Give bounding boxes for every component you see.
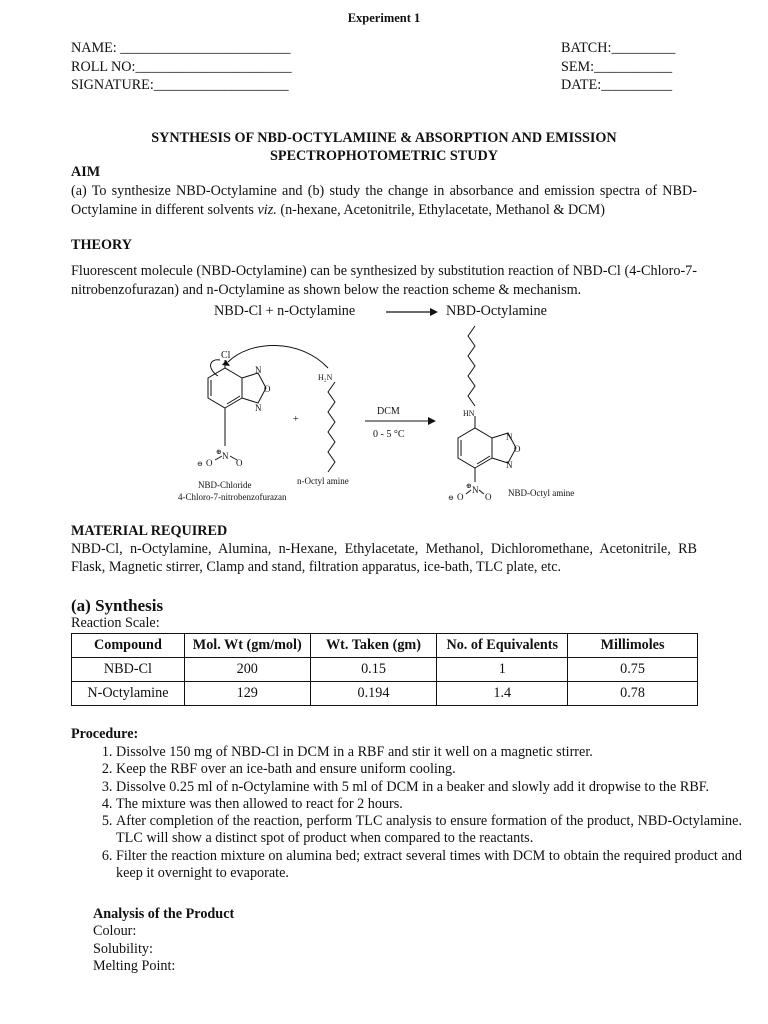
reaction-scale-label: Reaction Scale: [71, 615, 160, 631]
reaction-product: NBD-Octylamine [446, 303, 547, 319]
cell-wt-taken: 0.15 [310, 658, 437, 682]
theory-text: Fluorescent molecule (NBD-Octylamine) can be synthesized by substitution reaction of NBD-Cl (4-Chloro-7-nitrobenzofurazan) and n-Octylamine as shown below the reaction scheme & mechanism. [71, 263, 697, 298]
header-mol-wt: Mol. Wt (gm/mol) [184, 634, 310, 658]
scheme-nitro-n: N [222, 451, 229, 461]
cell-equivalents: 1 [437, 658, 568, 682]
sem-field: SEM:___________ [561, 59, 673, 75]
cell-compound: N-Octylamine [72, 682, 185, 706]
aim-text-part2: (n-hexane, Acetonitrile, Ethylacetate, Methanol & DCM) [276, 202, 605, 218]
chloride-leaving-arrow [211, 360, 220, 376]
scheme-plus-charge: ⊕ [216, 448, 222, 456]
name-field: NAME: ________________________ [71, 40, 291, 56]
header-compound: Compound [72, 634, 185, 658]
scheme-h2n: H₂N [318, 373, 333, 382]
scheme-product-nitro-o-right: O [485, 492, 492, 502]
scheme-nitro-o-left: O [206, 458, 213, 468]
scheme-plus: + [293, 414, 299, 425]
octylamine-chain [328, 382, 335, 472]
procedure-step: 6. Filter the reaction mixture on alumina bed; extract several times with DCM to obtain the required product and keep it overnight to evaporate. [116, 848, 742, 883]
cell-equivalents: 1.4 [437, 682, 568, 706]
reactant-benzene-ring [208, 368, 242, 408]
scheme-product-plus-charge: ⊕ [466, 482, 472, 490]
analysis-heading: Analysis of the Product [93, 906, 235, 922]
label-nbd-chloride-full: 4-Chloro-7-nitrobenzofurazan [178, 492, 287, 502]
scheme-minus-charge: ⊖ [197, 460, 203, 468]
aim-text-part1: (a) To synthesize NBD-Octylamine and (b) study the change in absorbance and emission spectra of NBD-Octylamine in different solvents [71, 183, 697, 218]
cell-millimoles: 0.78 [568, 682, 698, 706]
cell-compound: NBD-Cl [72, 658, 185, 682]
materials-heading: MATERIAL REQUIRED [71, 523, 228, 539]
scheme-product-n-top: N [506, 432, 513, 442]
aim-text-italic: viz. [257, 202, 277, 218]
experiment-title: Experiment 1 [347, 11, 421, 25]
cell-millimoles: 0.75 [568, 658, 698, 682]
cell-mol-wt: 200 [184, 658, 310, 682]
synthesis-heading: (a) Synthesis [71, 596, 164, 615]
analysis-solubility: Solubility: [93, 941, 153, 957]
mechanism-arrow [228, 345, 328, 368]
table-row [72, 682, 698, 706]
header-millimoles: Millimoles [568, 634, 698, 658]
scheme-cl: Cl [221, 350, 231, 361]
scheme-o-ring: O [264, 384, 271, 394]
analysis-colour: Colour: [93, 923, 137, 939]
scheme-n-top: N [255, 365, 262, 375]
reaction-scheme [170, 318, 610, 508]
batch-field: BATCH:_________ [561, 40, 676, 56]
procedure-step: 1. Dissolve 150 mg of NBD-Cl in DCM in a RBF and stir it well on a magnetic stirrer. [116, 744, 742, 761]
scheme-product-n-bottom: N [506, 460, 513, 470]
table-row [72, 658, 698, 682]
scheme-condition: 0 - 5 °C [373, 429, 405, 440]
analysis-melting-point: Melting Point: [93, 958, 176, 974]
product-octyl-chain [468, 326, 475, 406]
procedure-heading: Procedure: [71, 726, 139, 742]
aim-text [71, 182, 697, 220]
procedure-step: 5. After completion of the reaction, perform TLC analysis to ensure formation of the product, NBD-Octylamine. TLC will show a distinct spot of product when compared to the reactants. [116, 813, 742, 848]
procedure-step: 3. Dissolve 0.25 ml of n-Octylamine with 5 ml of DCM in a beaker and slowly add it dropwise to the RBF. [116, 779, 742, 796]
scheme-product-o-ring: O [514, 444, 521, 454]
cell-mol-wt: 129 [184, 682, 310, 706]
procedure-step: 4. The mixture was then allowed to react for 2 hours. [116, 796, 742, 813]
aim-heading: AIM [71, 164, 101, 180]
reaction-reactants: NBD-Cl + n-Octylamine [214, 303, 356, 319]
table-header-row [72, 634, 698, 658]
scheme-product-minus-charge: ⊖ [448, 494, 454, 502]
scheme-n-bottom: N [255, 403, 262, 413]
label-n-octylamine: n-Octyl amine [297, 476, 349, 486]
scheme-reagent: DCM [377, 406, 400, 417]
header-equivalents: No. of Equivalents [437, 634, 568, 658]
roll-no-field: ROLL NO:______________________ [71, 59, 292, 75]
scheme-nitro-o-right: O [236, 458, 243, 468]
cell-wt-taken: 0.194 [310, 682, 437, 706]
document-title-line2: SPECTROPHOTOMETRIC STUDY [270, 148, 498, 164]
scheme-product-nitro-o-left: O [457, 492, 464, 502]
date-field: DATE:__________ [561, 77, 673, 93]
reaction-scale-table [71, 633, 698, 706]
procedure-step: 2. Keep the RBF over an ice-bath and ensure uniform cooling. [116, 761, 742, 778]
theory-heading: THEORY [71, 237, 132, 253]
signature-field: SIGNATURE:___________________ [71, 77, 289, 93]
procedure-list [71, 744, 742, 882]
materials-text: NBD-Cl, n-Octylamine, Alumina, n-Hexane, Ethylacetate, Methanol, Dichloromethane, Acetonitrile, RB Flask, Magnetic stirrer, Clamp and stand, filtration apparatus, ice-bath, TLC plate, etc. [71, 541, 697, 575]
label-nbd-octylamine: NBD-Octyl amine [508, 488, 575, 498]
label-nbd-chloride: NBD-Chloride [198, 480, 252, 490]
scheme-product-nitro-n: N [472, 485, 479, 495]
header-wt-taken: Wt. Taken (gm) [310, 634, 437, 658]
product-benzene-ring [458, 428, 492, 468]
document-title-line1: SYNTHESIS OF NBD-OCTYLAMIINE & ABSORPTION AND EMISSION [151, 130, 617, 146]
reactant-oxadiazole-ring [242, 373, 266, 403]
scheme-hn: HN [463, 409, 475, 418]
